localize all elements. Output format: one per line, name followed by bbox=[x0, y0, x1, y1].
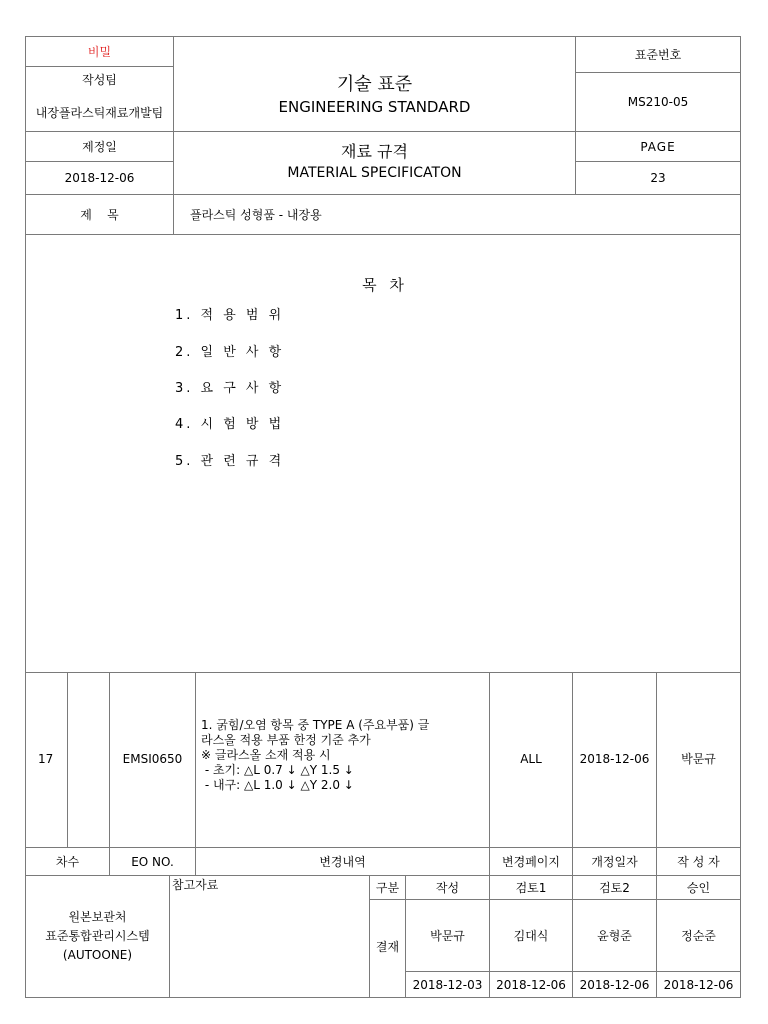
toc-item: 5. 관 련 규 격 bbox=[175, 454, 285, 469]
col-written: 작성 bbox=[435, 880, 460, 895]
page-label: PAGE bbox=[640, 139, 676, 154]
subject-value: 플라스틱 성형품 - 내장용 bbox=[190, 207, 322, 222]
signer-approve: 정순준 bbox=[681, 928, 716, 943]
toc-item: 1. 적 용 범 위 bbox=[175, 308, 285, 323]
col-date: 개정일자 bbox=[591, 854, 638, 869]
col-gubun: 구분 bbox=[375, 880, 400, 895]
subject-label: 제 목 bbox=[80, 207, 119, 222]
col-review1: 검토1 bbox=[515, 880, 547, 895]
col-author: 작 성 자 bbox=[677, 854, 720, 869]
sign-date-written: 2018-12-03 bbox=[412, 977, 483, 992]
archive-line-1: 원본보관처 bbox=[68, 910, 127, 924]
signer-review2: 윤형준 bbox=[597, 928, 632, 943]
std-no-value: MS210-05 bbox=[627, 95, 689, 109]
approval-label: 결재 bbox=[375, 940, 400, 954]
col-seq: 차수 bbox=[55, 854, 80, 869]
doc-subtitle-en: MATERIAL SPECIFICATON bbox=[287, 165, 462, 181]
signer-written: 박문규 bbox=[430, 928, 465, 943]
toc-item: 2. 일 반 사 항 bbox=[175, 345, 285, 360]
col-approve: 승인 bbox=[686, 880, 711, 895]
confidential-label: 비밀 bbox=[87, 44, 112, 59]
reference-label: 참고자료 bbox=[172, 878, 219, 892]
toc-item: 4. 시 험 방 법 bbox=[175, 417, 285, 432]
date-value: 2018-12-06 bbox=[64, 171, 135, 185]
std-no-label: 표준번호 bbox=[634, 47, 682, 62]
team-label: 작성팀 bbox=[82, 73, 117, 87]
archive-line-3: (AUTOONE) bbox=[62, 948, 133, 962]
doc-title-en: ENGINEERING STANDARD bbox=[278, 97, 471, 116]
col-eo-no: EO NO. bbox=[131, 854, 174, 869]
sign-date-review2: 2018-12-06 bbox=[579, 977, 650, 992]
revision-pages: ALL bbox=[520, 752, 542, 766]
revision-seq: 17 bbox=[38, 752, 54, 766]
revision-eo-no: EMSI0650 bbox=[122, 752, 183, 766]
col-content: 변경내역 bbox=[319, 854, 366, 869]
revision-author: 박문규 bbox=[681, 752, 716, 766]
col-pages: 변경페이지 bbox=[502, 854, 560, 869]
doc-subtitle-ko: 재료 규격 bbox=[341, 142, 408, 161]
col-review2: 검토2 bbox=[599, 880, 630, 895]
revision-date: 2018-12-06 bbox=[579, 752, 650, 766]
signer-review1: 김대식 bbox=[513, 928, 549, 943]
doc-title-ko: 기술 표준 bbox=[336, 74, 413, 95]
sign-date-review1: 2018-12-06 bbox=[496, 977, 566, 992]
archive-line-2: 표준통합관리시스템 bbox=[45, 929, 150, 943]
toc-item: 3. 요 구 사 항 bbox=[175, 381, 285, 396]
revision-content: 1. 굵힘/오염 항목 중 TYPE A (주요부품) 글 라스올 적용 부품 한정 기준 추가 ※ 글라스올 소재 적용 시 - 초기: △L 0.7 ↓ △Y 1.5 ↓ - 내구: △L 1.0 ↓ △Y 2.0 ↓ bbox=[201, 718, 430, 792]
date-label: 제정일 bbox=[82, 139, 117, 154]
page-value: 23 bbox=[650, 171, 666, 185]
sign-date-approve: 2018-12-06 bbox=[663, 977, 734, 992]
team-value: 내장플라스틱재료개발팀 bbox=[35, 106, 164, 120]
toc-title: 목 차 bbox=[362, 276, 408, 294]
